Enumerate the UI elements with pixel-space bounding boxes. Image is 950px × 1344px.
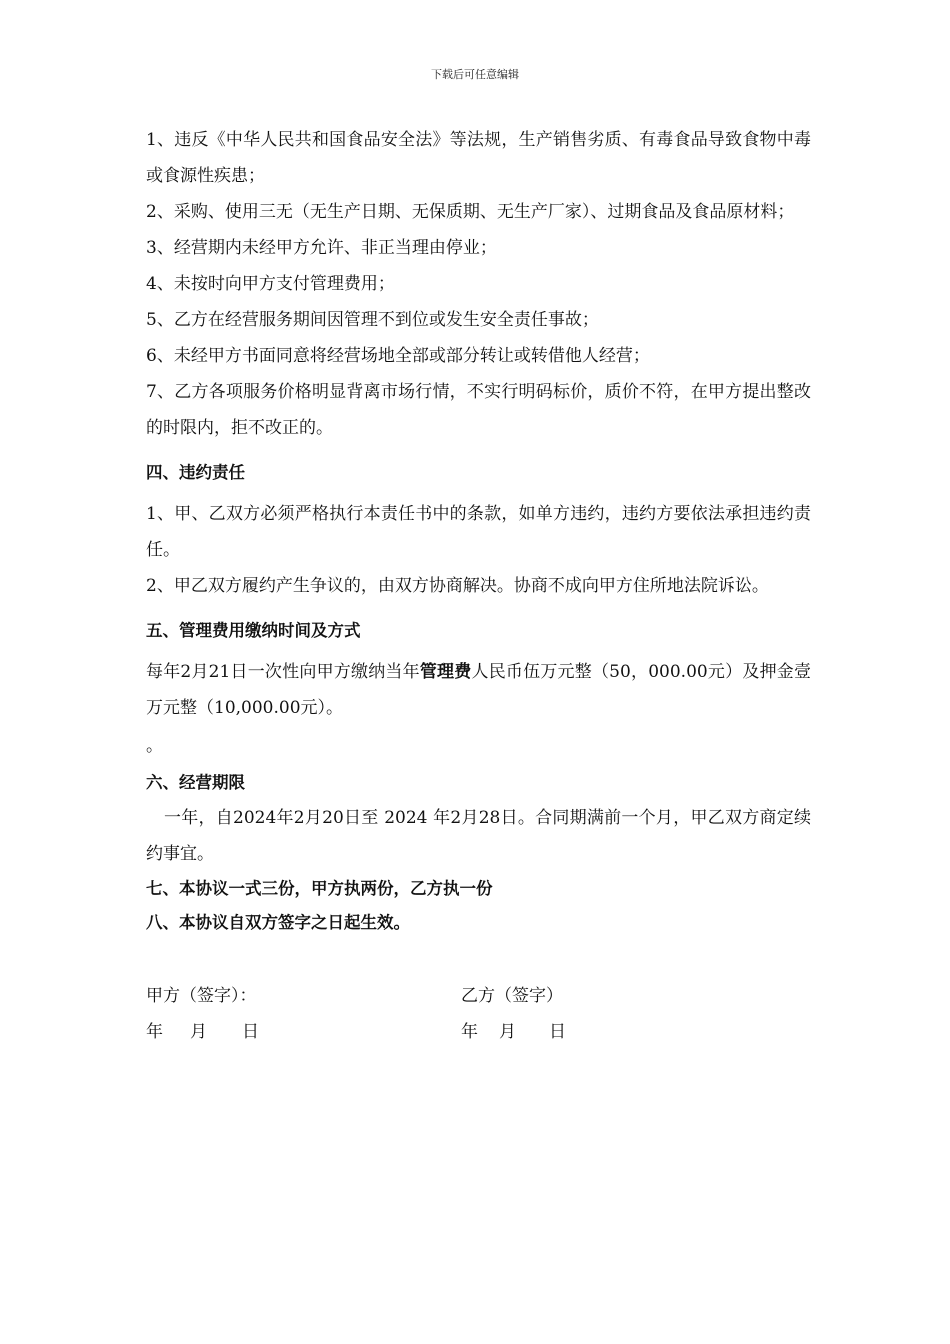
- section-heading-fees: 五、管理费用缴纳时间及方式: [146, 621, 361, 640]
- section-heading-copies: 七、本协议一式三份，甲方执两份，乙方执一份: [146, 879, 493, 898]
- fee-text-bold: 管理费: [419, 662, 472, 682]
- list-item: 6、未经甲方书面同意将经营场地全部或部分转让或转借他人经营；: [146, 346, 650, 366]
- list-item: 4、未按时向甲方支付管理费用；: [146, 274, 395, 294]
- list-item: 3、经营期内未经甲方允许、非正当理由停业；: [146, 238, 497, 258]
- section-heading-effective: 八、本协议自双方签字之日起生效。: [146, 913, 410, 932]
- list-item: 5、乙方在经营服务期间因管理不到位或发生安全责任事故；: [146, 310, 599, 330]
- party-b-date: [461, 1014, 566, 1050]
- list-item: 1、违反《中华人民共和国食品安全法》等法规，生产销售劣质、有毒食品导致食物中毒或食源性疾患；: [146, 130, 811, 186]
- date-day: 日: [242, 1022, 259, 1042]
- header-note: 下载后可任意编辑: [431, 68, 519, 81]
- list-item: 1、甲、乙双方必须严格执行本责任书中的条款，如单方违约，违约方要依法承担违约责任。: [146, 504, 811, 560]
- list-item: 7、乙方各项服务价格明显背离市场行情，不实行明码标价，质价不符，在甲方提出整改的时限内，拒不改正的。: [146, 382, 811, 438]
- date-day: 日: [549, 1022, 566, 1042]
- party-b-signature-label: 乙方（签字）: [461, 986, 563, 1006]
- section-heading-breach: 四、违约责任: [146, 463, 245, 482]
- party-a-signature-label: 甲方（签字）：: [146, 986, 257, 1006]
- fee-paragraph: [146, 654, 811, 726]
- list-item: 2、采购、使用三无（无生产日期、无保质期、无生产厂家）、过期食品及食品原材料；: [146, 202, 795, 222]
- document-body: [146, 122, 811, 1050]
- date-month: 月: [499, 1022, 516, 1042]
- fee-text-after: 人民币伍万元整（50，000.00元）及押金壹万元整（10,000.00元）。: [146, 662, 811, 718]
- party-a-date: [146, 1014, 461, 1050]
- stray-mark: 。: [146, 736, 163, 756]
- date-year: 年: [146, 1022, 163, 1042]
- date-year: 年: [461, 1022, 478, 1042]
- date-row: [146, 1014, 811, 1050]
- section-heading-term: 六、经营期限: [146, 773, 245, 792]
- date-month: 月: [190, 1022, 207, 1042]
- fee-text-before: 每年2月21日一次性向甲方缴纳当年: [146, 662, 420, 682]
- term-paragraph: 一年，自2024年2月20日至 2024 年2月28日。合同期满前一个月，甲乙双方商定续约事宜。: [146, 808, 811, 864]
- list-item: 2、甲乙双方履约产生争议的，由双方协商解决。协商不成向甲方住所地法院诉讼。: [146, 576, 769, 596]
- signature-row: [146, 978, 811, 1014]
